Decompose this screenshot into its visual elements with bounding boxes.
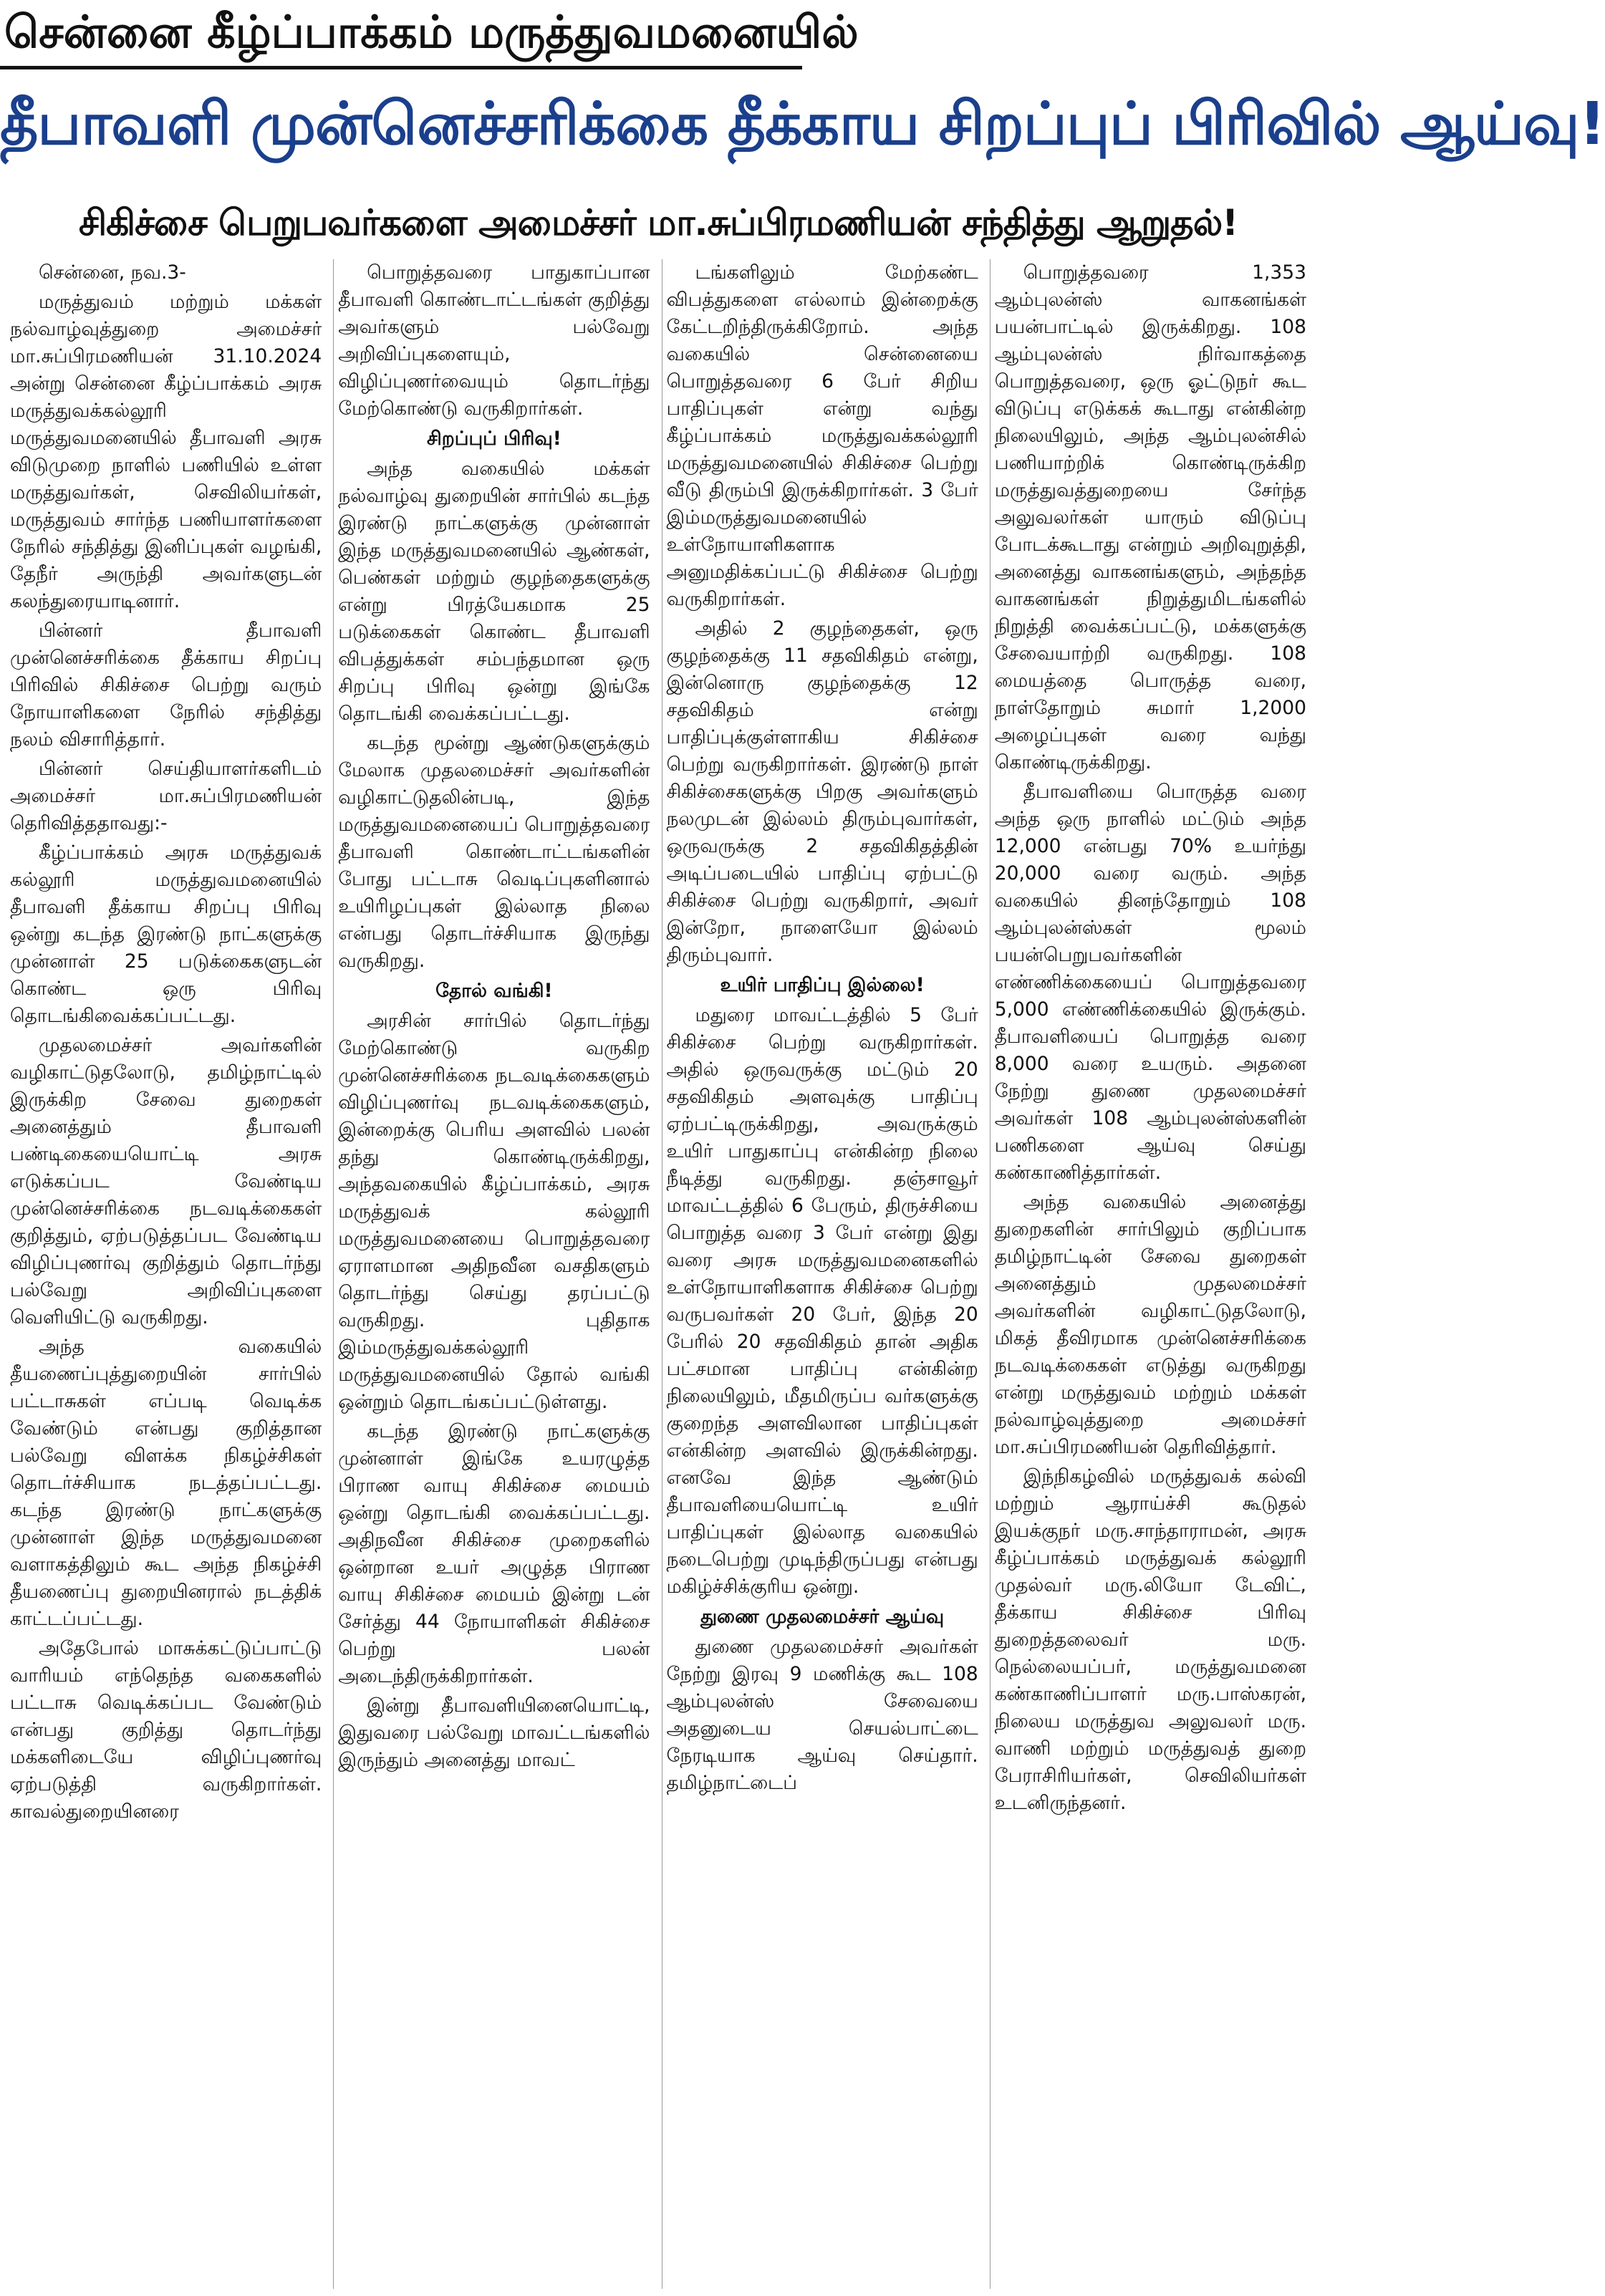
paragraph: பின்னர் செய்தியாளர்களிடம் அமைச்சர் மா.சுப்பிரமணியன் தெரிவித்ததாவது:- <box>10 758 322 834</box>
article-column-4 <box>990 259 1311 2289</box>
paragraph: அதேபோல் மாசுக்கட்டுப்பாட்டு வாரியம் எந்தெந்த வகைகளில் பட்டாசு வெடிக்கப்பட வேண்டும் என்பது குறித்து தொடர்ந்து மக்களிடையே விழிப்புணர்வு ஏற்படுத்தி வருகிறார்கள். காவல்துறையினரை <box>10 1637 322 1823</box>
paragraph: துணை முதலமைச்சர் அவர்கள் நேற்று இரவு 9 மணிக்கு கூட 108 ஆம்புலன்ஸ் சேவையை அதனுடைய செயல்பாட்டை நேரடியாக ஆய்வு செய்தார். தமிழ்நாட்டைப் <box>666 1636 978 1794</box>
paragraph: டங்களிலும் மேற்கண்ட விபத்துகளை எல்லாம் இன்றைக்கு கேட்டறிந்திருக்கிறோம். அந்த வகையில் சென்னையை பொறுத்தவரை 6 பேர் சிறிய பாதிப்புகள் என்று வந்து கீழ்ப்பாக்கம் மருத்துவக்கல்லூரி மருத்துவமனையில் சிகிச்சை பெற்று வீடு திரும்பி இருக்கிறார்கள். 3 பேர் இம்மருத்துவமனையில் உள்நோயாளிகளாக அனுமதிக்கப்பட்டு சிகிச்சை பெற்று வருகிறார்கள். <box>666 261 978 610</box>
paragraph: கடந்த மூன்று ஆண்டுகளுக்கும் மேலாக முதலமைச்சர் அவர்களின் வழிகாட்டுதலின்படி, இந்த மருத்துவமனையைப் பொறுத்தவரை தீபாவளி கொண்டாட்டங்களின் போது பட்டாசு வெடிப்புகளினால் உயிரிழப்புகள் இல்லாத நிலை என்பது தொடர்ச்சியாக இருந்து வருகிறது. <box>338 732 650 972</box>
paragraph: முதலமைச்சர் அவர்களின் வழிகாட்டுதலோடு, தமிழ்நாட்டில் இருக்கிற சேவை துறைகள் அனைத்தும் தீபாவளி பண்டிகையையொட்டி அரசு எடுக்கப்பட வேண்டிய முன்னெச்சரிக்கை நடவடிக்கைகள் குறித்தும், ஏற்படுத்தப்பட வேண்டிய விழிப்புணர்வு குறித்தும் தொடர்ந்து பல்வேறு அறிவிப்புகளை வெளியிட்டு வருகிறது. <box>10 1034 322 1328</box>
paragraph: இந்நிகழ்வில் மருத்துவக் கல்வி மற்றும் ஆராய்ச்சி கூடுதல் இயக்குநர் மரு.சாந்தாராமன், அரசு கீழ்ப்பாக்கம் மருத்துவக் கல்லூரி முதல்வர் மரு.லியோ டேவிட், தீக்காய சிகிச்சை பிரிவு துறைத்தலைவர் மரு. நெல்லையப்பர், மருத்துவமனை கண்காணிப்பாளர் மரு.பாஸ்கரன், நிலைய மருத்துவ அலுவலர் மரு. வாணி மற்றும் மருத்துவத் துறை பேராசிரியர்கள், செவிலியர்கள் உடனிருந்தனர். <box>994 1465 1306 1814</box>
paragraph: அதில் 2 குழந்தைகள், ஒரு குழந்தைக்கு 11 சதவிகிதம் என்று, இன்னொரு குழந்தைக்கு 12 சதவிகிதம் என்று பாதிப்புக்குள்ளாகிய சிகிச்சை பெற்று வருகிறார்கள். இரண்டு நாள் சிகிச்சைகளுக்கு பிறகு அவர்களும் நலமுடன் இல்லம் திரும்புவார்கள், ஒருவருக்கு 2 சதவிகிதத்தின் அடிப்படையில் பாதிப்பு ஏற்பட்டு சிகிச்சை பெற்று வருகிறார், அவர் இன்றோ, நாளையோ இல்லம் திரும்புவார். <box>666 617 978 966</box>
paragraph: அந்த வகையில் தீயணைப்புத்துறையின் சார்பில் பட்டாசுகள் எப்படி வெடிக்க வேண்டும் என்பது குறித்தான பல்வேறு விளக்க நிகழ்ச்சிகள் தொடர்ச்சியாக நடத்தப்பட்டது. கடந்த இரண்டு நாட்களுக்கு முன்னாள் இந்த மருத்துவமனை வளாகத்திலும் கூட அந்த நிகழ்ச்சி தீயணைப்பு துறையினரால் நடத்திக் காட்டப்பட்டது. <box>10 1336 322 1630</box>
paragraph: அந்த வகையில் அனைத்து துறைகளின் சார்பிலும் குறிப்பாக தமிழ்நாட்டின் சேவை துறைகள் அனைத்தும் முதலமைச்சர் அவர்களின் வழிகாட்டுதலோடு, மிகத் தீவிரமாக முன்னெச்சரிக்கை நடவடிக்கைகள் எடுத்து வருகிறது என்று மருத்துவம் மற்றும் மக்கள் நல்வாழ்வுத்துறை அமைச்சர் மா.சுப்பிரமணியன் தெரிவித்தார். <box>994 1191 1306 1458</box>
section-heading: துணை முதலமைச்சர் ஆய்வு <box>700 1606 945 1628</box>
paragraph: சென்னை, நவ.3- <box>39 261 186 284</box>
kicker-line: சென்னை கீழ்ப்பாக்கம் மருத்துவமனையில் <box>4 6 859 58</box>
headline: தீபாவளி முன்னெச்சரிக்கை தீக்காய சிறப்புப் பிரிவில் ஆய்வு! <box>0 90 1605 158</box>
article-body <box>6 259 1311 2289</box>
paragraph: மருத்துவம் மற்றும் மக்கள் நல்வாழ்வுத்துறை அமைச்சர் மா.சுப்பிரமணியன் 31.10.2024 அன்று சென்னை கீழ்ப்பாக்கம் அரசு மருத்துவக்கல்லூரி மருத்துவமனையில் தீபாவளி அரசு விடுமுறை நாளில் பணியில் உள்ள மருத்துவர்கள், செவிலியர்கள், மருத்துவம் சார்ந்த பணியாளர்களை நேரில் சந்தித்து இனிப்புகள் வழங்கி, தேநீர் அருந்தி அவர்களுடன் கலந்துரையாடினார். <box>10 291 322 612</box>
paragraph: மதுரை மாவட்டத்தில் 5 பேர் சிகிச்சை பெற்று வருகிறார்கள். அதில் ஒருவருக்கு மட்டும் 20 சதவிகிதம் அளவுக்கு பாதிப்பு ஏற்பட்டிருக்கிறது, அவருக்கும் உயிர் பாதுகாப்பு என்கின்ற நிலை நீடித்து வருகிறது. தஞ்சாவூர் மாவட்டத்தில் 6 பேரும், திருச்சியை பொறுத்த வரை 3 பேர் என்று இது வரை அரசு மருத்துவமனைகளில் உள்நோயாளிகளாக சிகிச்சை பெற்று வருபவர்கள் 20 பேர், இந்த 20 பேரில் 20 சதவிகிதம் தான் அதிக பட்சமான பாதிப்பு என்கின்ற நிலையிலும், மீதமிருப்ப வர்களுக்கு குறைந்த அளவிலான பாதிப்புகள் என்கின்ற அளவில் இருக்கின்றது. எனவே இந்த ஆண்டும் தீபாவளியையொட்டி உயிர் பாதிப்புகள் இல்லாத வகையில் நடைபெற்று முடிந்திருப்பது என்பது மகிழ்ச்சிக்குரிய ஒன்று. <box>666 1004 978 1598</box>
paragraph: கடந்த இரண்டு நாட்களுக்கு முன்னாள் இங்கே உயரழுத்த பிராண வாயு சிகிச்சை மையம் ஒன்று தொடங்கி வைக்கப்பட்டது. அதிநவீன சிகிச்சை முறைகளில் ஒன்றான உயர் அழுத்த பிராண வாயு சிகிச்சை மையம் இன்று டன் சேர்த்து 44 நோயாளிகள் சிகிச்சை பெற்று பலன் அடைந்திருக்கிறார்கள். <box>338 1420 650 1687</box>
paragraph: தீபாவளியை பொருத்த வரை அந்த ஒரு நாளில் மட்டும் அந்த 12,000 என்பது 70% உயர்ந்து 20,000 வரை வரும். அந்த வகையில் தினந்தோறும் 108 ஆம்புலன்ஸ்கள் மூலம் பயன்பெறுபவர்களின் எண்ணிக்கையைப் பொறுத்தவரை 5,000 எண்ணிக்கையில் இருக்கும். தீபாவளியைப் பொறுத்த வரை 8,000 வரை உயரும். அதனை நேற்று துணை முதலமைச்சர் அவர்கள் 108 ஆம்புலன்ஸ்களின் பணிகளை ஆய்வு செய்து கண்காணித்தார்கள். <box>994 781 1306 1184</box>
paragraph: பொறுத்தவரை பாதுகாப்பான தீபாவளி கொண்டாட்டங்கள் குறித்து அவர்களும் பல்வேறு அறிவிப்புகளையும், விழிப்புணர்வையும் தொடர்ந்து மேற்கொண்டு வருகிறார்கள். <box>338 261 650 420</box>
paragraph: கீழ்ப்பாக்கம் அரசு மருத்துவக் கல்லூரி மருத்துவமனையில் தீபாவளி தீக்காய சிறப்பு பிரிவு ஒன்று கடந்த இரண்டு நாட்களுக்கு முன்னாள் 25 படுக்கைகளுடன் கொண்ட ஒரு பிரிவு தொடங்கிவைக்கப்பட்டது. <box>10 841 322 1027</box>
kicker-underline <box>0 66 802 69</box>
article-column-1 <box>6 259 326 2289</box>
section-heading: தோல் வங்கி! <box>435 980 553 1002</box>
subheadline: சிகிச்சை பெறுபவர்களை அமைச்சர் மா.சுப்பிரமணியன் சந்தித்து ஆறுதல்! <box>78 202 1238 243</box>
section-heading: உயிர் பாதிப்பு இல்லை! <box>720 974 925 996</box>
paragraph: அரசின் சார்பில் தொடர்ந்து மேற்கொண்டு வருகிற முன்னெச்சரிக்கை நடவடிக்கைகளும் விழிப்புணர்வு நடவடிக்கைகளும், இன்றைக்கு பெரிய அளவில் பலன் தந்து கொண்டிருக்கிறது, அந்தவகையில் கீழ்ப்பாக்கம், அரசு மருத்துவக் கல்லூரி மருத்துவமனையை பொறுத்தவரை ஏராளமான அதிநவீன வசதிகளும் தொடர்ந்து செய்து தரப்பட்டு வருகிறது. புதிதாக இம்மருத்துவக்கல்லூரி மருத்துவமனையில் தோல் வங்கி ஒன்றும் தொடங்கப்பட்டுள்ளது. <box>338 1010 650 1413</box>
paragraph: இன்று தீபாவளியினையொட்டி, இதுவரை பல்வேறு மாவட்டங்களில் இருந்தும் அனைத்து மாவட் <box>338 1694 650 1771</box>
paragraph: பின்னர் தீபாவளி முன்னெச்சரிக்கை தீக்காய சிறப்பு பிரிவில் சிகிச்சை பெற்று வரும் நோயாளிகளை நேரில் சந்தித்து நலம் விசாரித்தார். <box>10 619 322 751</box>
section-heading: சிறப்புப் பிரிவு! <box>426 428 561 450</box>
paragraph: அந்த வகையில் மக்கள் நல்வாழ்வு துறையின் சார்பில் கடந்த இரண்டு நாட்களுக்கு முன்னாள் இந்த மருத்துவமனையில் ஆண்கள், பெண்கள் மற்றும் குழந்தைகளுக்கு என்று பிரத்யேகமாக 25 படுக்கைகள் கொண்ட தீபாவளி விபத்துக்கள் சம்பந்தமான ஒரு சிறப்பு பிரிவு ஒன்று இங்கே தொடங்கி வைக்கப்பட்டது. <box>338 458 650 725</box>
article-column-2 <box>333 259 654 2289</box>
article-column-3 <box>662 259 983 2289</box>
paragraph: பொறுத்தவரை 1,353 ஆம்புலன்ஸ் வாகனங்கள் பயன்பாட்டில் இருக்கிறது. 108 ஆம்புலன்ஸ் நிர்வாகத்தை பொறுத்தவரை, ஒரு ஓட்டுநர் கூட விடுப்பு எடுக்கக் கூடாது என்கின்ற நிலையிலும், அந்த ஆம்புலன்சில் பணியாற்றிக் கொண்டிருக்கிற மருத்துவத்துறையை சேர்ந்த அலுவலர்கள் யாரும் விடுப்பு போடக்கூடாது என்றும் அறிவுறுத்தி, அனைத்து வாகனங்களும், அந்தந்த வாகனங்கள் நிறுத்துமிடங்களில் நிறுத்தி வைக்கப்பட்டு, மக்களுக்கு சேவையாற்றி வருகிறது. 108 மையத்தை பொருத்த வரை, நாள்தோறும் சுமார் 1,2000 அழைப்புகள் வரை வந்து கொண்டிருக்கிறது. <box>994 261 1306 773</box>
